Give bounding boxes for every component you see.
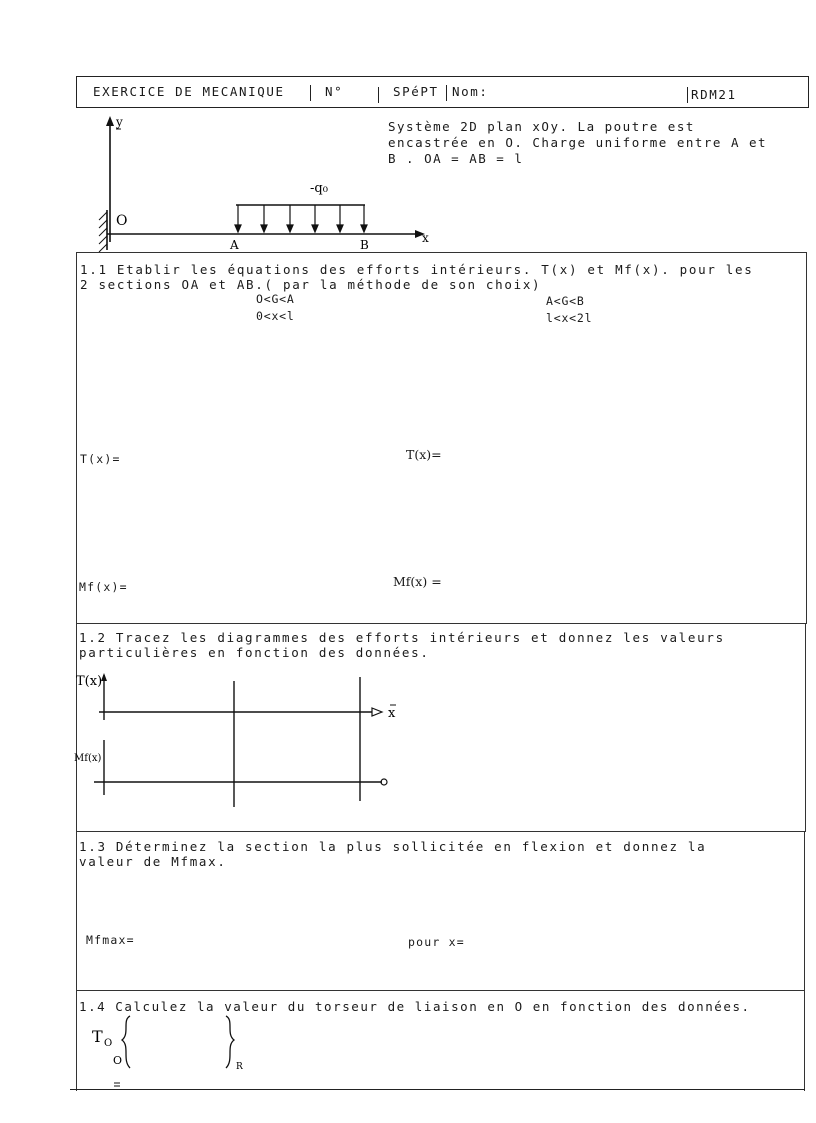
number-label: N° [325,84,344,99]
mf-equation-label-oa: Mf(x)= [79,580,128,594]
t-axis-label: T(x) [76,674,103,689]
problem-description [388,119,767,167]
exercise-title: EXERCICE DE MECANIQUE [93,84,285,99]
question-1-4-prompt: 1.4 Calculez la valeur du torseur de liaison en O en fonction des données. [79,999,751,1014]
header-divider [446,85,447,101]
prompt-line: 2 sections OA et AB.( par la méthode de son choix) [80,277,542,292]
y-axis-label: y [116,115,123,129]
point-a-label: A [230,238,239,252]
torseur-base: R [236,1062,243,1072]
mf-equation-label-ab: Mf(x) = [393,574,442,589]
description-line: encastrée en O. Charge uniforme entre A et [388,135,768,150]
header-divider [378,87,379,103]
class-label: SPéPT [393,84,439,99]
load-label: -q₀ [310,181,328,196]
diagram-axes [72,665,412,810]
description-line: Système 2D plan xOy. La poutre est [388,119,695,134]
beam-diagram [82,112,442,252]
left-brace [122,1016,130,1068]
t-equation-label-ab: T(x)= [406,447,442,462]
name-label: Nom: [452,84,489,99]
mfmax-label: Mfmax= [86,933,135,947]
t-equation-label-oa: T(x)= [80,452,121,466]
prompt-line: 1.1 Etablir les équations des efforts intérieurs. T(x) et Mf(x). pour les [80,262,754,277]
prompt-line: 1.3 Déterminez la section la plus sollicitée en flexion et donnez la [79,839,707,854]
t-x-axis-label: x [388,706,396,721]
torseur-notation [86,1012,266,1090]
header-divider [687,87,688,103]
torseur-point: O [113,1054,123,1067]
load-arrows [235,205,367,232]
clamp-hatching [99,212,107,252]
torseur-subscript: O [104,1038,113,1049]
reference-code: RDM21 [691,87,737,102]
point-b-label: B [360,238,369,252]
section-1-1-frame [76,252,807,624]
section-ab-point-range: A<G<B [546,294,585,308]
question-1-1-prompt [80,262,753,292]
question-1-3-prompt [79,839,706,869]
question-1-2-prompt [79,630,725,660]
header-box [76,76,809,108]
section-oa-point-range: O<G<A [256,292,295,306]
right-brace [226,1016,234,1068]
origin-label: O [116,213,128,229]
section-oa-x-range: 0<x<l [256,309,295,323]
description-line: B . OA = AB = l [388,151,524,166]
prompt-line: valeur de Mfmax. [79,854,227,869]
y-axis-arrow [106,116,114,126]
torseur-symbol: T [92,1027,103,1046]
header-divider [310,85,311,101]
section-ab-x-range: l<x<2l [546,311,593,325]
t-axis-arrow [372,708,382,716]
mf-axis-label: Mf(x) [74,753,102,764]
prompt-line: 1.2 Tracez les diagrammes des efforts intérieurs et donnez les valeurs [79,630,725,645]
pour-x-label: pour x= [408,935,465,949]
prompt-line: particulières en fonction des données. [79,645,430,660]
x-axis-label: x [422,231,429,245]
